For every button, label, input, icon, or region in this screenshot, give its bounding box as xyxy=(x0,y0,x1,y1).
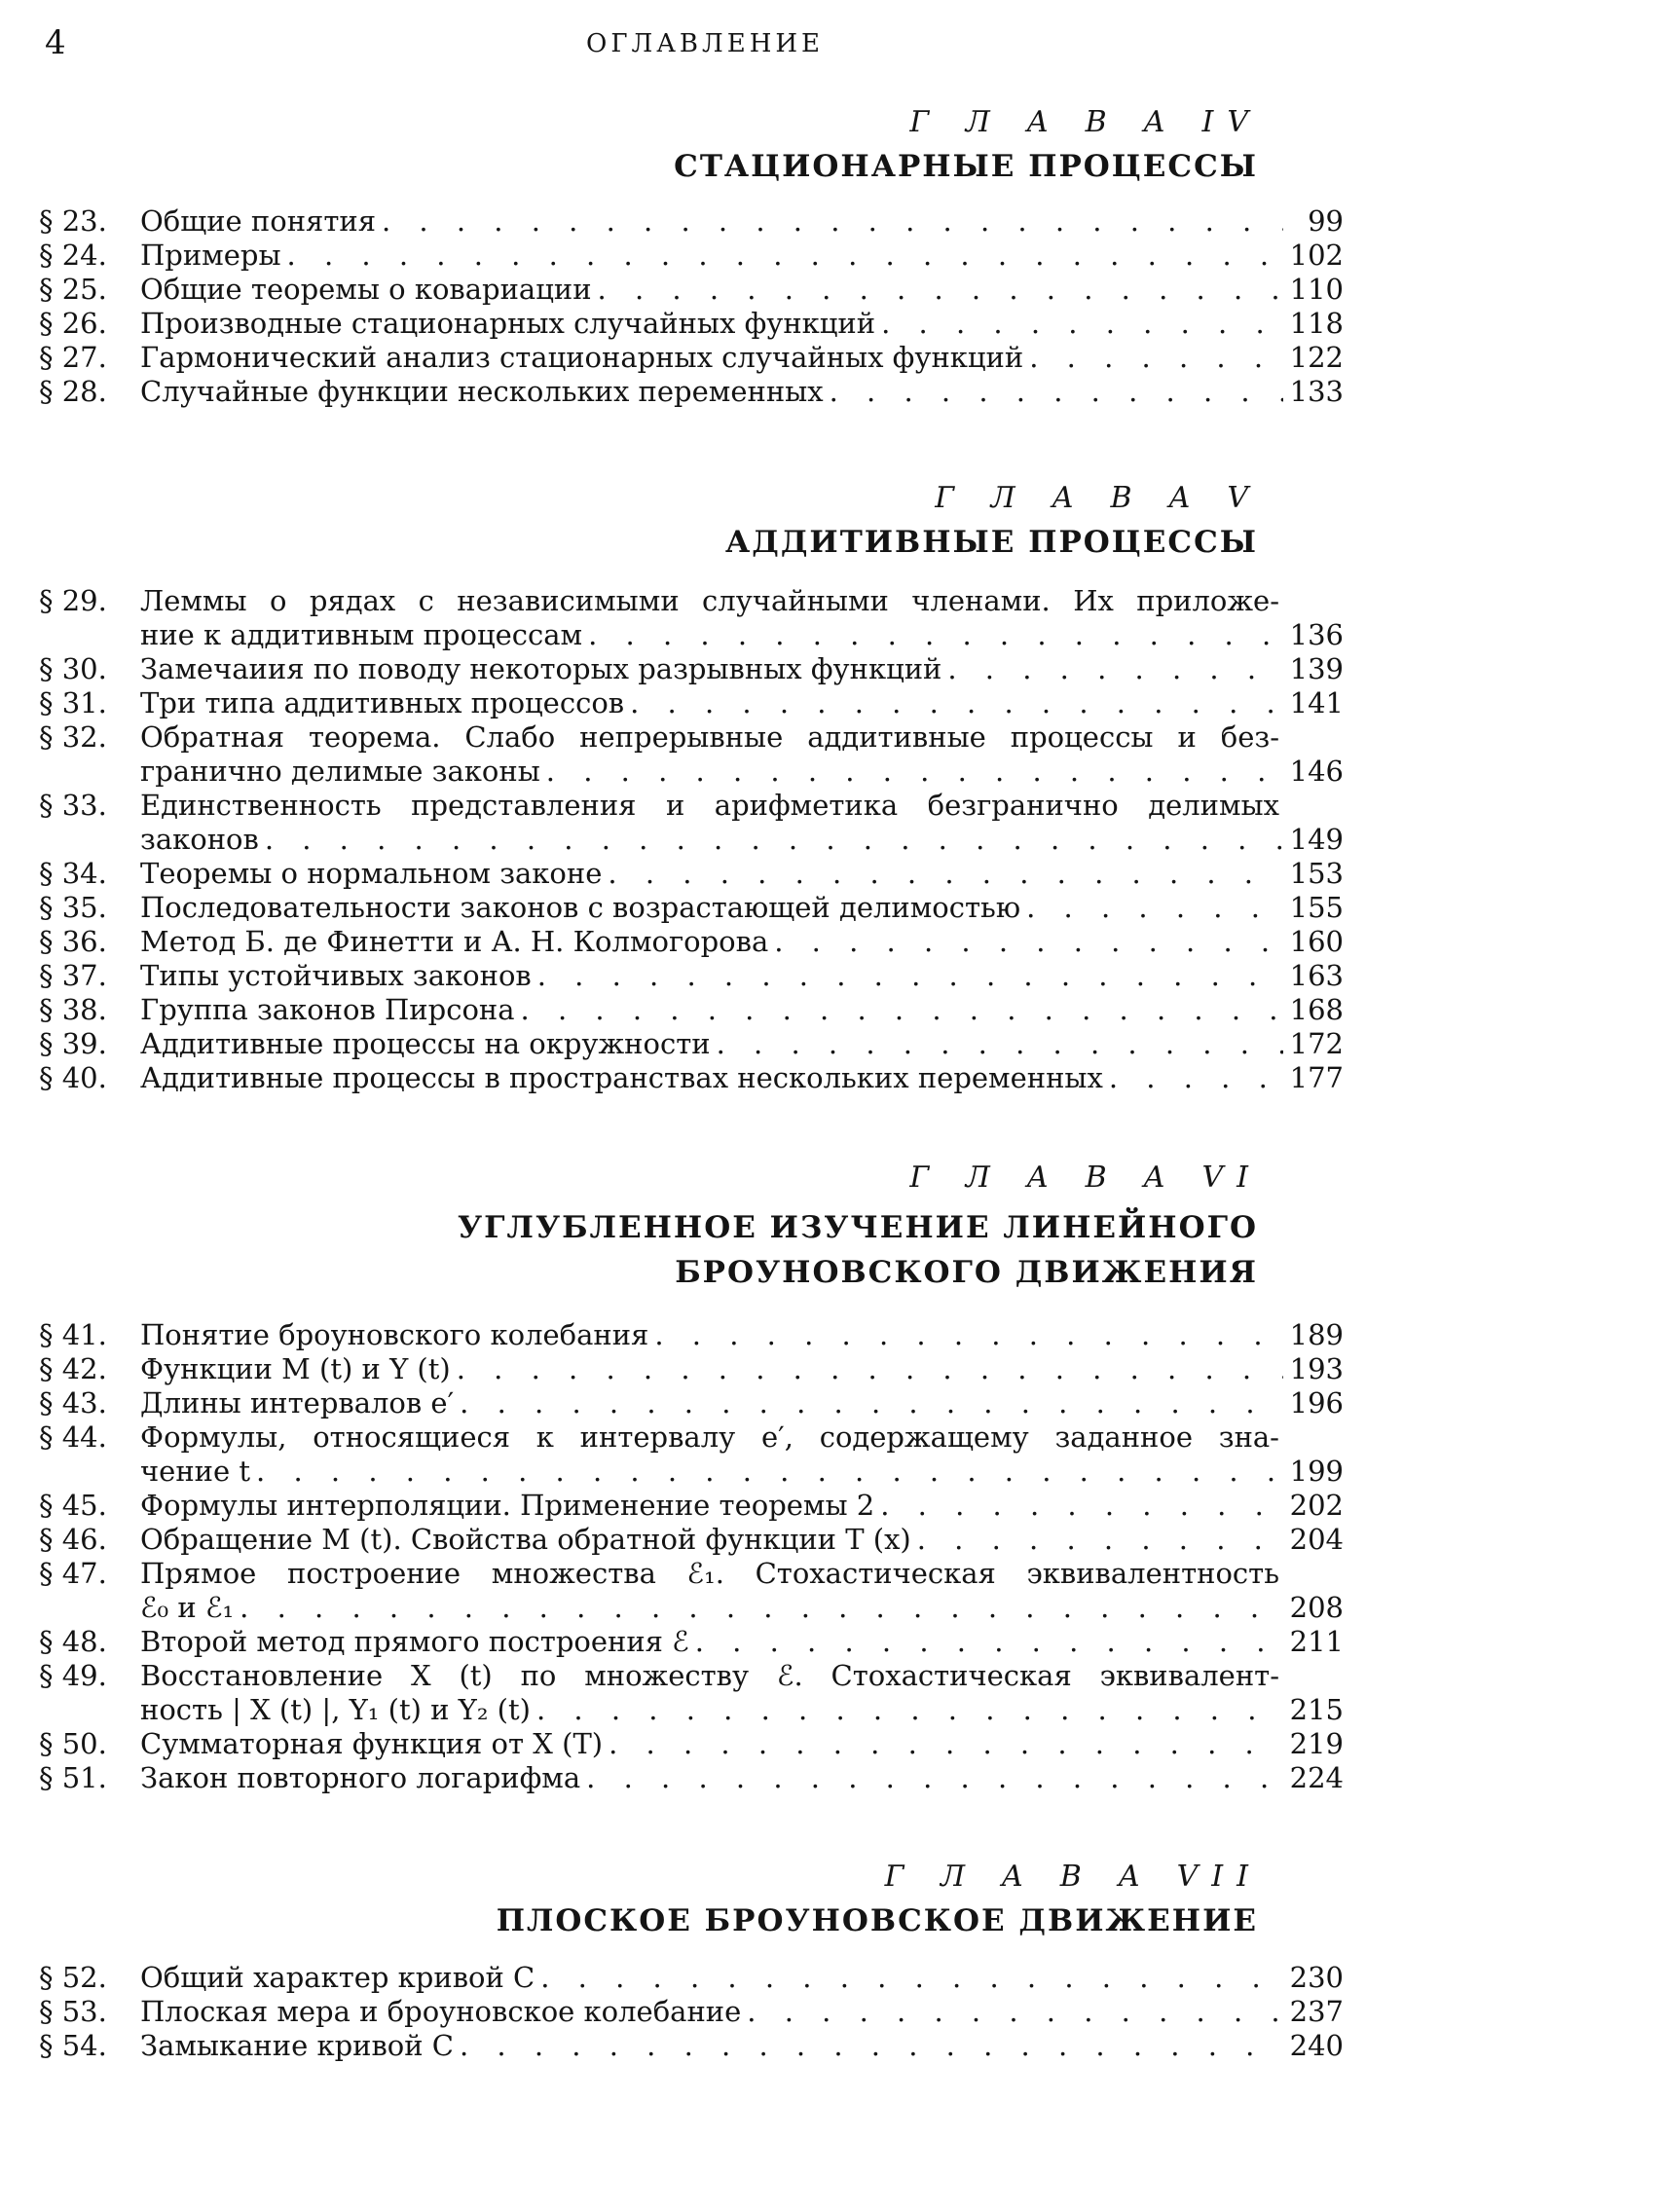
entry-body xyxy=(140,1761,1344,1795)
page-ref: 189 xyxy=(1289,1318,1344,1351)
chapter-title xyxy=(674,144,1258,189)
section-number: § 27. xyxy=(39,341,107,374)
page-ref: 102 xyxy=(1289,239,1344,272)
dot-leader xyxy=(1029,341,1283,375)
entry-title-row xyxy=(140,204,1344,239)
entry-title-row xyxy=(140,1061,1344,1095)
entry-title-row xyxy=(140,1961,1344,1995)
toc-entry xyxy=(39,1352,1344,1386)
dot-leader xyxy=(382,204,1283,239)
dot-leader xyxy=(917,1523,1283,1557)
entry-title: законов xyxy=(140,823,259,856)
page-ref: 122 xyxy=(1289,341,1344,374)
section-number: § 23. xyxy=(39,204,107,238)
entry-title: Метод Б. де Финетти и А. Н. Колмогорова xyxy=(140,925,769,958)
page-ref: 172 xyxy=(1289,1027,1344,1060)
entry-body xyxy=(140,1995,1344,2029)
chapter-title-line: УГЛУБЛЕННОЕ ИЗУЧЕНИЕ ЛИНЕЙНОГО xyxy=(457,1210,1258,1245)
entry-body xyxy=(140,1557,1344,1625)
page-ref: 230 xyxy=(1289,1961,1344,1994)
dot-leader xyxy=(880,1489,1283,1523)
dot-leader xyxy=(460,2029,1283,2063)
entry-body xyxy=(140,375,1344,409)
entry-body xyxy=(140,720,1344,789)
section-number: § 50. xyxy=(39,1727,107,1760)
section-number: § 36. xyxy=(39,925,107,958)
entry-title-row xyxy=(140,891,1344,925)
entry-title-row xyxy=(140,273,1344,307)
chapter-title xyxy=(725,520,1258,565)
dot-leader xyxy=(588,618,1283,652)
page-ref: 155 xyxy=(1289,891,1344,924)
dot-leader xyxy=(537,959,1283,993)
entry-title: Аддитивные процессы в пространствах нескольких переменных xyxy=(140,1061,1103,1094)
page-ref: 208 xyxy=(1289,1591,1344,1624)
entry-title-row xyxy=(140,1455,1344,1489)
dot-leader xyxy=(546,755,1283,789)
entry-title: Длины интервалов e′ xyxy=(140,1386,455,1419)
entry-body xyxy=(140,686,1344,720)
dot-leader xyxy=(457,1352,1283,1386)
entry-title: Общий характер кривой C xyxy=(140,1961,535,1994)
entry-title-row xyxy=(140,1489,1344,1523)
page-number: 4 xyxy=(45,23,66,62)
section-number: § 31. xyxy=(39,686,107,719)
entry-title-row xyxy=(140,1727,1344,1761)
section-number: § 28. xyxy=(39,375,107,408)
entry-title: Формулы интерполяции. Применение теоремы 2 xyxy=(140,1489,875,1522)
toc-entry xyxy=(39,1625,1344,1659)
entry-title-row xyxy=(140,1761,1344,1795)
entry-title: Гармонический анализ стационарных случайных функций xyxy=(140,341,1024,374)
dot-leader xyxy=(536,1693,1283,1727)
entry-title: ние к аддитивным процессам xyxy=(140,618,583,651)
entry-title: Понятие броуновского колебания xyxy=(140,1318,649,1351)
section-number: § 47. xyxy=(39,1557,107,1590)
entry-title: Замечаиия по поводу некоторых разрывных функций xyxy=(140,652,942,685)
running-title: ОГЛАВЛЕНИЕ xyxy=(586,29,825,58)
page-ref: 160 xyxy=(1289,925,1344,958)
dot-leader xyxy=(608,857,1283,891)
page-header xyxy=(0,0,1661,107)
entry-body xyxy=(140,789,1344,857)
entry-title: ℰ₀ и ℰ₁ xyxy=(140,1591,235,1624)
entry-title-row xyxy=(140,2029,1344,2063)
entry-title-row xyxy=(140,618,1344,652)
toc-list xyxy=(39,1961,1344,2063)
entry-body xyxy=(140,584,1344,652)
entry-title: Сумматорная функция от X (T) xyxy=(140,1727,604,1760)
entry-title: Три типа аддитивных процессов xyxy=(140,686,625,719)
section-number: § 33. xyxy=(39,789,107,822)
entry-body xyxy=(140,273,1344,307)
entry-title-row xyxy=(140,1591,1344,1625)
toc-entry xyxy=(39,789,1344,857)
entry-title: Плоская мера и броуновское колебание xyxy=(140,1995,742,2028)
entry-title: Общие понятия xyxy=(140,204,376,238)
entry-title-row xyxy=(140,239,1344,273)
entry-title-line: Прямое построение множества ℰ₁. Стохастическая эквивалентность xyxy=(140,1557,1279,1590)
entry-title: Аддитивные процессы на окружности xyxy=(140,1027,711,1060)
entry-body xyxy=(140,1523,1344,1557)
toc-entry xyxy=(39,652,1344,686)
entry-title-row xyxy=(140,686,1344,720)
entry-body xyxy=(140,341,1344,375)
dot-leader xyxy=(240,1591,1283,1625)
toc-entry xyxy=(39,1489,1344,1523)
section-number: § 30. xyxy=(39,652,107,685)
entry-title-row xyxy=(140,1995,1344,2029)
entry-body xyxy=(140,1352,1344,1386)
entry-title-row xyxy=(140,307,1344,341)
entry-title-row xyxy=(140,959,1344,993)
entry-title-row xyxy=(140,823,1344,857)
toc-entry xyxy=(39,1761,1344,1795)
page-ref: 139 xyxy=(1289,652,1344,685)
section-number: § 43. xyxy=(39,1386,107,1419)
chapter-title-line: АДДИТИВНЫЕ ПРОЦЕССЫ xyxy=(725,525,1258,560)
section-number: § 45. xyxy=(39,1489,107,1522)
entry-body xyxy=(140,1318,1344,1352)
entry-body xyxy=(140,1727,1344,1761)
entry-body xyxy=(140,857,1344,891)
chapter-label: Г Л А В А V xyxy=(935,481,1262,515)
page-ref: 204 xyxy=(1289,1523,1344,1556)
dot-leader xyxy=(287,239,1283,273)
section-number: § 34. xyxy=(39,857,107,890)
entry-title-row xyxy=(140,1625,1344,1659)
entry-title: Функции M (t) и Y (t) xyxy=(140,1352,451,1385)
page-ref: 193 xyxy=(1289,1352,1344,1385)
chapter-title-line: ПЛОСКОЕ БРОУНОВСКОЕ ДВИЖЕНИЕ xyxy=(496,1903,1258,1938)
chapter-title xyxy=(458,1205,1258,1295)
entry-title: Закон повторного логарифма xyxy=(140,1761,581,1794)
toc-entry xyxy=(39,959,1344,993)
page-ref: 168 xyxy=(1289,993,1344,1026)
entry-title-row xyxy=(140,755,1344,789)
entry-body xyxy=(140,239,1344,273)
entry-title-line: Восстановление X (t) по множеству ℰ. Стохастическая эквивалент- xyxy=(140,1659,1279,1692)
entry-title: Второй метод прямого построения ℰ xyxy=(140,1625,689,1658)
toc-entry xyxy=(39,857,1344,891)
page-ref: 196 xyxy=(1289,1386,1344,1419)
entry-title-row xyxy=(140,1693,1344,1727)
toc-entry xyxy=(39,204,1344,239)
toc-entry xyxy=(39,341,1344,375)
page-ref: 219 xyxy=(1289,1727,1344,1760)
section-number: § 26. xyxy=(39,307,107,340)
page-ref: 133 xyxy=(1289,375,1344,408)
entry-title: Общие теоремы о ковариации xyxy=(140,273,592,306)
chapter-title-line: СТАЦИОНАРНЫЕ ПРОЦЕССЫ xyxy=(674,149,1258,184)
page-ref: 146 xyxy=(1289,755,1344,788)
toc-list xyxy=(39,1318,1344,1795)
page-ref: 224 xyxy=(1289,1761,1344,1794)
entry-title: Производные стационарных случайных функций xyxy=(140,307,876,340)
entry-body xyxy=(140,959,1344,993)
toc-entry xyxy=(39,925,1344,959)
entry-title: ность | X (t) |, Y₁ (t) и Y₂ (t) xyxy=(140,1693,531,1726)
chapter-label: Г Л А В А IV xyxy=(909,105,1262,139)
section-number: § 44. xyxy=(39,1420,107,1454)
entry-title-row xyxy=(140,1352,1344,1386)
entry-title-row xyxy=(140,1386,1344,1420)
section-number: § 41. xyxy=(39,1318,107,1351)
entry-body xyxy=(140,925,1344,959)
dot-leader xyxy=(717,1027,1283,1061)
toc-entry xyxy=(39,993,1344,1027)
toc-list xyxy=(39,204,1344,409)
page-ref: 163 xyxy=(1289,959,1344,992)
page-ref: 240 xyxy=(1289,2029,1344,2062)
section-number: § 40. xyxy=(39,1061,107,1094)
chapter-title-line: БРОУНОВСКОГО ДВИЖЕНИЯ xyxy=(675,1255,1258,1290)
dot-leader xyxy=(630,686,1283,720)
entry-body xyxy=(140,307,1344,341)
dot-leader xyxy=(1109,1061,1283,1095)
section-number: § 42. xyxy=(39,1352,107,1385)
page-ref: 211 xyxy=(1289,1625,1344,1658)
entry-title: Обращение M (t). Свойства обратной функции T (x) xyxy=(140,1523,911,1556)
page-ref: 136 xyxy=(1289,618,1344,651)
toc-entry xyxy=(39,891,1344,925)
toc-entry xyxy=(39,720,1344,789)
page-ref: 215 xyxy=(1289,1693,1344,1726)
toc-entry xyxy=(39,584,1344,652)
page-ref: 199 xyxy=(1289,1455,1344,1488)
entry-title: гранично делимые законы xyxy=(140,755,540,788)
section-number: § 49. xyxy=(39,1659,107,1692)
entry-title: Типы устойчивых законов xyxy=(140,959,532,992)
section-number: § 46. xyxy=(39,1523,107,1556)
dot-leader xyxy=(1026,891,1283,925)
entry-body xyxy=(140,204,1344,239)
entry-body xyxy=(140,1386,1344,1420)
entry-title-row xyxy=(140,1027,1344,1061)
section-number: § 24. xyxy=(39,239,107,272)
dot-leader xyxy=(695,1625,1283,1659)
entry-title: Замыкание кривой C xyxy=(140,2029,454,2062)
entry-body xyxy=(140,2029,1344,2063)
entry-title: Группа законов Пирсона xyxy=(140,993,515,1026)
entry-title-row xyxy=(140,1523,1344,1557)
page-ref: 237 xyxy=(1289,1995,1344,2028)
dot-leader xyxy=(460,1386,1283,1420)
chapter-label: Г Л А В А VI xyxy=(909,1161,1262,1195)
toc-entry xyxy=(39,1727,1344,1761)
dot-leader xyxy=(774,925,1283,959)
section-number: § 25. xyxy=(39,273,107,306)
toc-entry xyxy=(39,2029,1344,2063)
entry-title-line: Единственность представления и арифметика безгранично делимых xyxy=(140,789,1279,822)
toc-entry xyxy=(39,1420,1344,1489)
entry-body xyxy=(140,1625,1344,1659)
toc-entry xyxy=(39,239,1344,273)
toc-entry xyxy=(39,1318,1344,1352)
page-ref: 141 xyxy=(1289,686,1344,719)
toc-entry xyxy=(39,1961,1344,1995)
toc-entry xyxy=(39,273,1344,307)
entry-title-line: Формулы, относящиеся к интервалу e′, содержащему заданное зна- xyxy=(140,1420,1279,1454)
section-number: § 52. xyxy=(39,1961,107,1994)
section-number: § 51. xyxy=(39,1761,107,1794)
toc-entry xyxy=(39,1027,1344,1061)
page-ref: 149 xyxy=(1289,823,1344,856)
entry-title: Примеры xyxy=(140,239,281,272)
section-number: § 35. xyxy=(39,891,107,924)
page-ref: 153 xyxy=(1289,857,1344,890)
entry-title-row xyxy=(140,857,1344,891)
dot-leader xyxy=(540,1961,1283,1995)
toc-entry xyxy=(39,1386,1344,1420)
entry-title-row xyxy=(140,925,1344,959)
entry-body xyxy=(140,891,1344,925)
dot-leader xyxy=(586,1761,1283,1795)
dot-leader xyxy=(256,1455,1283,1489)
toc-entry xyxy=(39,686,1344,720)
dot-leader xyxy=(609,1727,1283,1761)
dot-leader xyxy=(521,993,1283,1027)
entry-title-row xyxy=(140,341,1344,375)
page-ref: 99 xyxy=(1308,204,1344,238)
entry-body xyxy=(140,1489,1344,1523)
entry-title: Последовательности законов с возрастающей делимостью xyxy=(140,891,1021,924)
dot-leader xyxy=(947,652,1283,686)
entry-body xyxy=(140,1027,1344,1061)
toc-entry xyxy=(39,375,1344,409)
entry-title-row xyxy=(140,652,1344,686)
dot-leader xyxy=(881,307,1283,341)
chapter-label: Г Л А В А VII xyxy=(884,1860,1262,1894)
entry-body xyxy=(140,1659,1344,1727)
dot-leader xyxy=(654,1318,1283,1352)
entry-body xyxy=(140,993,1344,1027)
entry-title-row xyxy=(140,375,1344,409)
entry-title-row xyxy=(140,993,1344,1027)
entry-body xyxy=(140,1420,1344,1489)
section-number: § 37. xyxy=(39,959,107,992)
toc-entry xyxy=(39,1061,1344,1095)
section-number: § 54. xyxy=(39,2029,107,2062)
toc-entry xyxy=(39,1659,1344,1727)
entry-title: чение t xyxy=(140,1455,251,1488)
entry-title: Теоремы о нормальном законе xyxy=(140,857,603,890)
section-number: § 32. xyxy=(39,720,107,754)
toc-entry xyxy=(39,1995,1344,2029)
entry-title-row xyxy=(140,1318,1344,1352)
entry-body xyxy=(140,652,1344,686)
entry-title-line: Леммы о рядах с независимыми случайными членами. Их приложе- xyxy=(140,584,1279,617)
entry-body xyxy=(140,1961,1344,1995)
page-ref: 177 xyxy=(1289,1061,1344,1094)
page-ref: 110 xyxy=(1289,273,1344,306)
chapter-title xyxy=(497,1899,1258,1943)
toc-entry xyxy=(39,307,1344,341)
toc-entry xyxy=(39,1557,1344,1625)
dot-leader xyxy=(747,1995,1283,2029)
entry-body xyxy=(140,1061,1344,1095)
entry-title: Случайные функции нескольких переменных xyxy=(140,375,824,408)
dot-leader xyxy=(830,375,1283,409)
section-number: § 53. xyxy=(39,1995,107,2028)
section-number: § 48. xyxy=(39,1625,107,1658)
dot-leader xyxy=(265,823,1283,857)
section-number: § 29. xyxy=(39,584,107,617)
section-number: § 39. xyxy=(39,1027,107,1060)
toc-list xyxy=(39,584,1344,1095)
entry-title-line: Обратная теорема. Слабо непрерывные аддитивные процессы и без- xyxy=(140,720,1279,754)
page-ref: 118 xyxy=(1289,307,1344,340)
dot-leader xyxy=(598,273,1283,307)
page-ref: 202 xyxy=(1289,1489,1344,1522)
toc-entry xyxy=(39,1523,1344,1557)
section-number: § 38. xyxy=(39,993,107,1026)
